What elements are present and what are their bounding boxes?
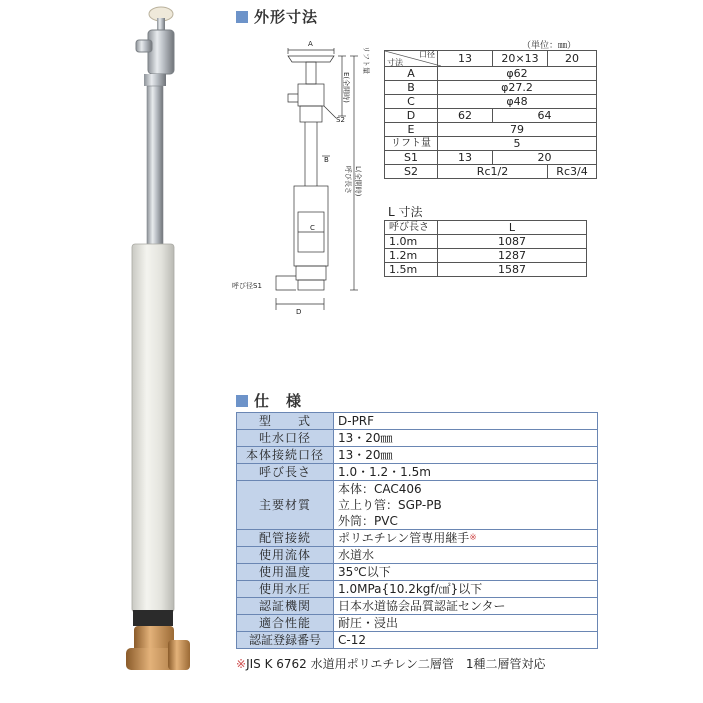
- dims-row-label: B: [385, 81, 438, 95]
- spec-value: 耐圧・浸出: [334, 615, 598, 632]
- spec-key: 呼び長さ: [237, 464, 334, 481]
- l-table-title: L 寸法: [388, 205, 423, 219]
- spec-value: 1.0MPa{10.2kgf/㎠}以下: [334, 581, 598, 598]
- footnote: ※JIS K 6762 水道用ポリエチレン二層管 1種二層管対応: [236, 657, 546, 671]
- l-row-len: 1.0m: [385, 235, 438, 249]
- outline-header: [236, 6, 318, 27]
- l-row-len: 1.2m: [385, 249, 438, 263]
- dim-label-S1: 呼び径S1: [232, 282, 262, 290]
- spec-key: 使用流体: [237, 547, 334, 564]
- table-row: [385, 109, 597, 123]
- spec-value: D-PRF: [334, 413, 598, 430]
- table-row: [385, 123, 597, 137]
- spec-value-line: 外筒：PVC: [338, 514, 398, 528]
- table-row: [237, 581, 598, 598]
- spec-key: 認証機関: [237, 598, 334, 615]
- table-row: [385, 51, 597, 67]
- table-row: [385, 67, 597, 81]
- dimensions-table: [384, 50, 597, 179]
- spec-table: [236, 412, 598, 649]
- dims-size-header: 20×13: [493, 51, 548, 67]
- l-dimension-table: [384, 220, 587, 277]
- dims-row-value: φ62: [438, 67, 597, 81]
- spec-value: 水道水: [334, 547, 598, 564]
- product-photo: [118, 0, 208, 703]
- table-row: [385, 81, 597, 95]
- dims-row-label: A: [385, 67, 438, 81]
- dims-row-value: Rc3/4: [548, 165, 597, 179]
- l-row-value: 1287: [438, 249, 587, 263]
- dims-row-label: E: [385, 123, 438, 137]
- table-row: [385, 235, 587, 249]
- table-row: [237, 447, 598, 464]
- spec-value: C-12: [334, 632, 598, 649]
- dims-row-label: D: [385, 109, 438, 123]
- spec-key: 本体接続口径: [237, 447, 334, 464]
- dim-label-E: E(全開時): [342, 72, 350, 103]
- spec-key: 吐水口径: [237, 430, 334, 447]
- table-row: [237, 615, 598, 632]
- l-row-value: 1087: [438, 235, 587, 249]
- dims-row-value: φ27.2: [438, 81, 597, 95]
- table-row: [237, 547, 598, 564]
- dim-label-nominal: 呼び長さ: [344, 166, 352, 194]
- dims-row-value: 5: [438, 137, 597, 151]
- table-row: [237, 481, 598, 530]
- dims-row-value: φ48: [438, 95, 597, 109]
- dim-label-L: L(全開時): [354, 166, 362, 197]
- spec-key: 使用温度: [237, 564, 334, 581]
- l-row-len: 1.5m: [385, 263, 438, 277]
- dims-row-value: 20: [493, 151, 597, 165]
- spec-key: 主要材質: [237, 481, 334, 530]
- dims-row-value: Rc1/2: [438, 165, 548, 179]
- outline-title: 外形寸法: [254, 8, 319, 26]
- dim-label-A: A: [308, 40, 313, 48]
- spec-value-text: ポリエチレン管専用継手: [338, 531, 470, 545]
- dims-size-header: 13: [438, 51, 493, 67]
- dims-row-value: 62: [438, 109, 493, 123]
- spec-key: 適合性能: [237, 615, 334, 632]
- dims-row-value: 13: [438, 151, 493, 165]
- dims-row-value: 64: [493, 109, 597, 123]
- table-row: [237, 430, 598, 447]
- table-row: [237, 413, 598, 430]
- spec-key: 認証登録番号: [237, 632, 334, 649]
- table-row: [385, 263, 587, 277]
- spec-title: 仕 様: [254, 392, 303, 410]
- technical-drawing: [226, 36, 376, 316]
- dim-label-B: B: [324, 156, 329, 164]
- spec-value: 日本水道協会品質認証センター: [334, 598, 598, 615]
- unit-note: （単位：㎜）: [522, 41, 577, 51]
- table-row: [237, 530, 598, 547]
- dim-label-lift: リフト量: [362, 46, 370, 74]
- table-row: [385, 95, 597, 109]
- dims-size-header: 20: [548, 51, 597, 67]
- table-row: [385, 165, 597, 179]
- asterisk-mark: ※: [236, 657, 247, 671]
- table-row: [385, 137, 597, 151]
- asterisk-mark: ※: [469, 533, 477, 543]
- header-square-icon: [236, 395, 248, 407]
- table-row: [237, 598, 598, 615]
- spec-value: 1.0・1.2・1.5m: [334, 464, 598, 481]
- dims-row-value: 79: [438, 123, 597, 137]
- spec-value: 35℃以下: [334, 564, 598, 581]
- spec-value: [334, 530, 598, 547]
- dims-corner-cell: [385, 51, 438, 67]
- l-head-left: 呼び長さ: [385, 221, 438, 235]
- l-head-right: L: [438, 221, 587, 235]
- spec-header: [236, 390, 302, 411]
- dims-row-label: リフト量: [385, 137, 438, 151]
- header-square-icon: [236, 11, 248, 23]
- l-row-value: 1587: [438, 263, 587, 277]
- spec-key: 使用水圧: [237, 581, 334, 598]
- table-row: [385, 249, 587, 263]
- dims-corner-bottom: 寸法: [387, 58, 403, 67]
- dim-label-D: D: [296, 308, 302, 316]
- spec-value-multiline: [334, 481, 598, 530]
- table-row: [385, 151, 597, 165]
- dims-row-label: C: [385, 95, 438, 109]
- spec-value-line: 本体：CAC406: [338, 482, 422, 496]
- spec-value-line: 立上り管：SGP-PB: [338, 498, 442, 512]
- table-row: [237, 564, 598, 581]
- table-row: [237, 632, 598, 649]
- spec-value: 13・20㎜: [334, 430, 598, 447]
- table-row: [237, 464, 598, 481]
- dims-row-label: S2: [385, 165, 438, 179]
- spec-value: 13・20㎜: [334, 447, 598, 464]
- dims-corner-top: 口径: [419, 50, 435, 59]
- dim-label-S2: S2: [336, 116, 345, 124]
- table-row: [385, 221, 587, 235]
- spec-key: 配管接続: [237, 530, 334, 547]
- spec-key: 型 式: [237, 413, 334, 430]
- dim-label-C: C: [310, 224, 315, 232]
- dims-row-label: S1: [385, 151, 438, 165]
